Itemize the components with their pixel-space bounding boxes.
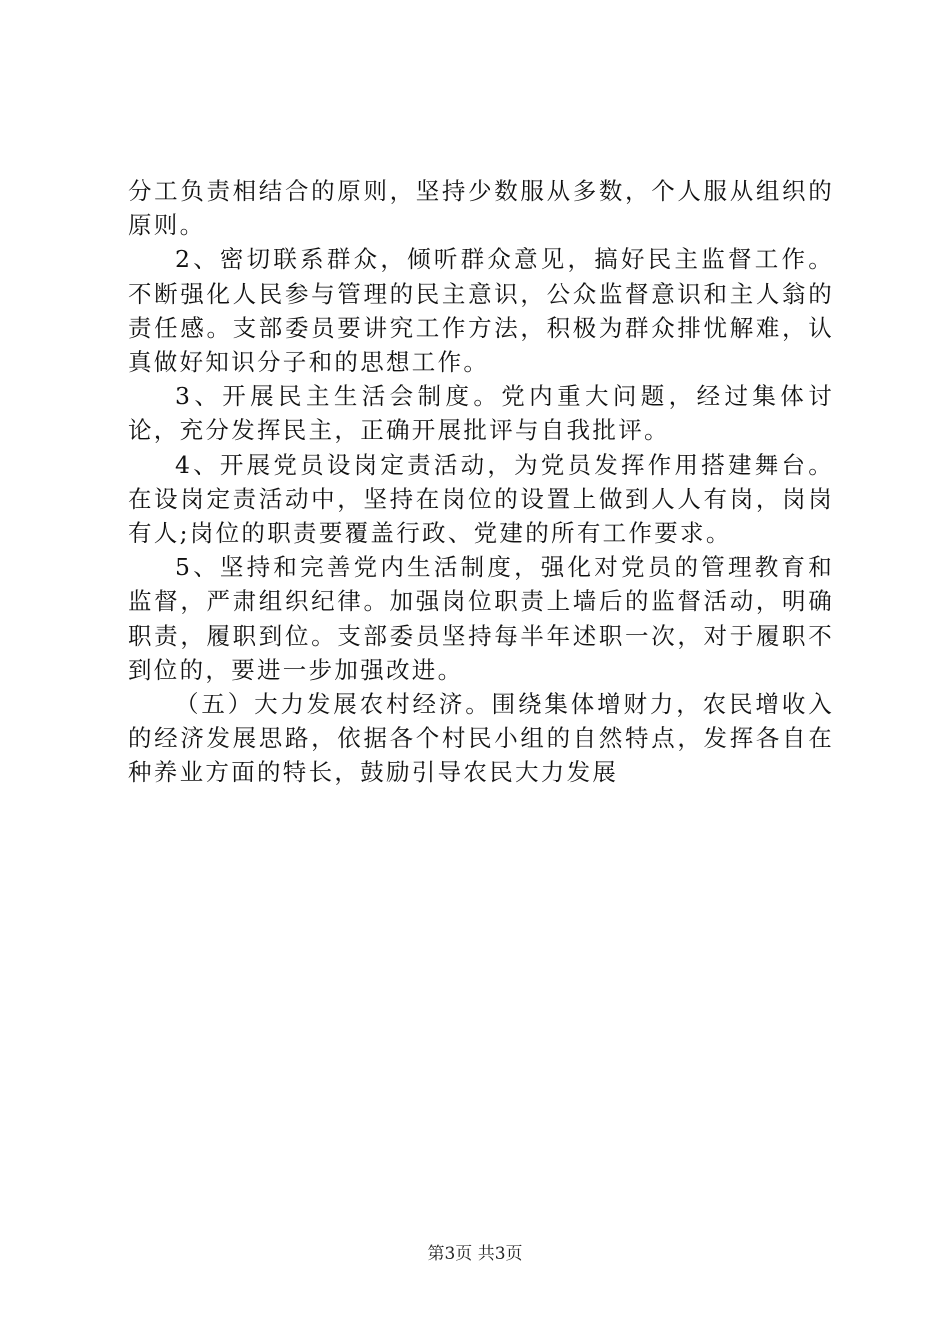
page-footer [0, 1242, 950, 1266]
paragraph-item-5: 5、坚持和完善党内生活制度，强化对党员的管理教育和监督，严肃组织纪律。加强岗位职责上墙后的监督活动，明确职责，履职到位。支部委员坚持每半年述职一次，对于履职不到位的，要进一步加强改进。 [128, 553, 834, 684]
paragraph-item-2: 2、密切联系群众，倾听群众意见，搞好民主监督工作。不断强化人民参与管理的民主意识，公众监督意识和主人翁的责任感。支部委员要讲究工作方法，积极为群众排忧解难，认真做好知识分子和的思想工作。 [128, 245, 834, 377]
paragraph-item-3: 3、开展民主生活会制度。党内重大问题，经过集体讨论，充分发挥民主，正确开展批评与自我批评。 [128, 382, 834, 445]
paragraph-item-4: 4、开展党员设岗定责活动，为党员发挥作用搭建舞台。在设岗定责活动中，坚持在岗位的设置上做到人人有岗，岗岗有人;岗位的职责要覆盖行政、党建的所有工作要求。 [128, 450, 834, 548]
page-number-label: 第3页 共3页 [427, 1244, 523, 1264]
document-body [128, 174, 834, 790]
paragraph-continuation: 分工负责相结合的原则，坚持少数服从多数，个人服从组织的原则。 [128, 177, 834, 240]
paragraph-section-5: （五）大力发展农村经济。围绕集体增财力，农民增收入的经济发展思路，依据各个村民小组的自然特点，发挥各自在种养业方面的特长，鼓励引导农民大力发展 [128, 690, 834, 787]
